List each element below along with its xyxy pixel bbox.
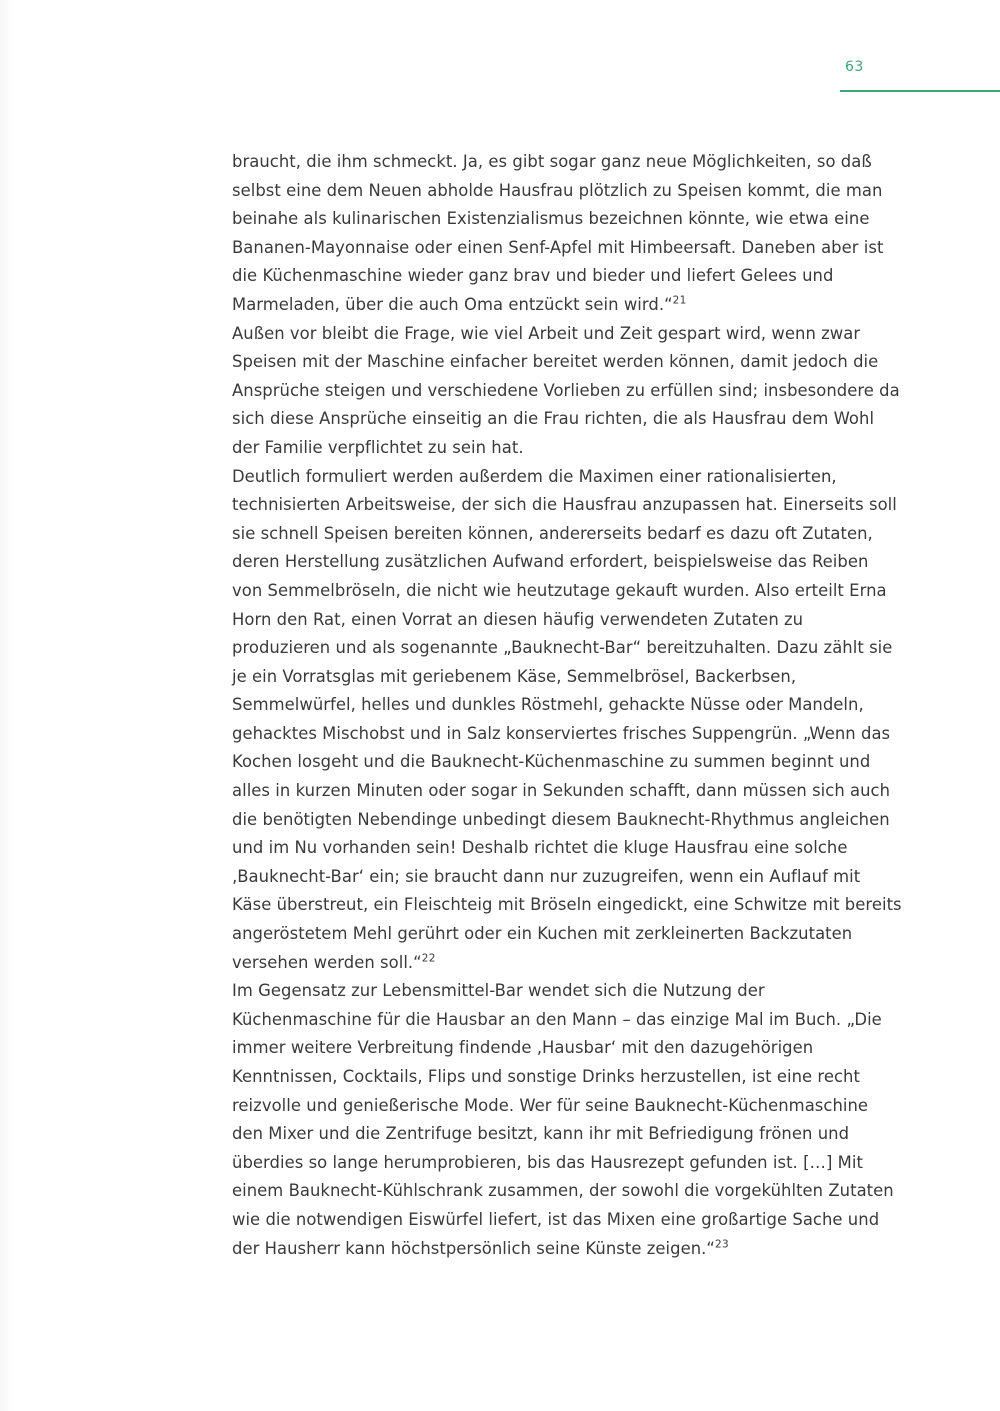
footnote-marker: 23 bbox=[714, 1238, 729, 1251]
page-number: 63 bbox=[845, 59, 864, 75]
paragraph bbox=[232, 463, 902, 978]
footnote-marker: 22 bbox=[421, 952, 436, 965]
paragraph-text: braucht, die ihm schmeckt. Ja, es gibt sogar ganz neue Möglichkeiten, so daß selbst eine dem Neuen abholde Hausfrau plötzlich zu Speisen kommt, die man beinahe als kulinarischen Existenzialismus bezeichnen könnte, wie etwa eine Bananen-Mayonnaise oder einen Senf-Apfel mit Himbeersaft. Daneben aber ist die Küchenmaschine wieder ganz brav und bieder und liefert Gelees und Marmeladen, über die auch Oma entzückt sein wird.“ bbox=[232, 152, 884, 314]
paragraph-text: Im Gegensatz zur Lebensmittel-Bar wendet sich die Nutzung der Küchenmaschine für die Hausbar an den Mann – das einzige Mal im Buch. „Die immer weitere Verbreitung findende ‚Hausbar‘ mit den dazugehörigen Kenntnissen, Cocktails, Flips und sonstige Drinks herzustellen, ist eine recht reizvolle und genießerische Mode. Wer für seine Bauknecht-Küchenmaschine den Mixer und die Zentrifuge besitzt, kann ihr mit Befriedigung frönen und überdies so lange herumprobieren, bis das Hausrezept gefunden ist. […] Mit einem Bauknecht-Kühlschrank zusammen, der sowohl die vorgekühlten Zutaten wie die notwendigen Eiswürfel liefert, ist das Mixen eine großartige Sache und der Hausherr kann höchstpersönlich seine Künste zeigen.“ bbox=[232, 981, 894, 1258]
paragraph-text: Deutlich formuliert werden außerdem die Maximen einer rationalisierten, technisierten Arbeitsweise, der sich die Hausfrau anzupassen hat. Einerseits soll sie schnell Speisen bereiten können, andererseits bedarf es dazu oft Zutaten, deren Herstellung zusätzlichen Aufwand erfordert, beispielsweise das Reiben von Semmelbröseln, die nicht wie heutzutage gekauft wurden. Also erteilt Erna Horn den Rat, einen Vorrat an diesen häufig verwendeten Zutaten zu produzieren und als sogenannte „Bauknecht-Bar“ bereitzuhalten. Dazu zählt sie je ein Vorratsglas mit geriebenem Käse, Semmelbrösel, Backerbsen, Semmelwürfel, helles und dunkles Röstmehl, gehackte Nüsse oder Mandeln, gehacktes Mischobst und in Salz konserviertes frisches Suppengrün. „Wenn das Kochen losgeht und die Bauknecht-Küchenmaschine zu summen beginnt und alles in kurzen Minuten oder sogar in Sekunden schafft, dann müssen sich auch die benötigten Nebendinge unbedingt diesem Bauknecht-Rhythmus angleichen und im Nu vorhanden sein! Deshalb richtet die kluge Hausfrau eine solche ‚Bauknecht-Bar‘ ein; sie braucht dann nur zuzugreifen, wenn ein Auflauf mit Käse überstreut, ein Fleischteig mit Bröseln eingedickt, eine Schwitze mit bereits angeröstetem Mehl gerührt oder ein Kuchen mit zerkleinerten Backzutaten versehen werden soll.“ bbox=[232, 466, 902, 972]
paragraph bbox=[232, 977, 902, 1263]
page-header bbox=[740, 60, 1000, 92]
paragraph bbox=[232, 320, 902, 463]
paragraph-text: Außen vor bleibt die Frage, wie viel Arbeit und Zeit gespart wird, wenn zwar Speisen mit der Maschine einfacher bereitet werden können, damit jedoch die Ansprüche steigen und verschiedene Vorlieben zu erfüllen sind; insbesondere da sich diese Ansprüche einseitig an die Frau richten, die als Hausfrau dem Wohl der Familie verpflichtet zu sein hat. bbox=[232, 323, 900, 457]
header-rule bbox=[840, 90, 1000, 92]
footnote-marker: 21 bbox=[672, 294, 687, 307]
page-edge-shadow bbox=[0, 0, 14, 1411]
body-text-column bbox=[232, 148, 902, 1263]
paragraph bbox=[232, 148, 902, 320]
